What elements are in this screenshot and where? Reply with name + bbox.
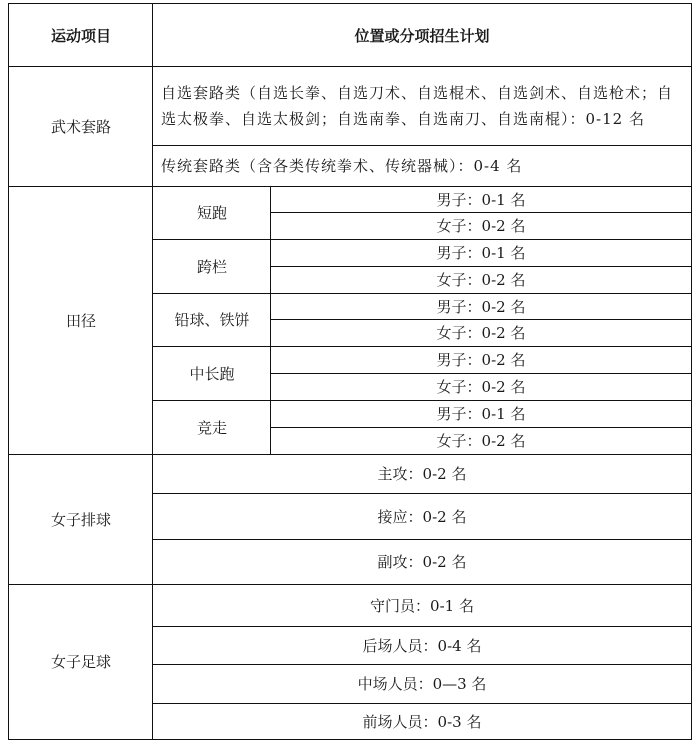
- position-row: 副攻：0-2 名: [377, 553, 467, 571]
- event-name: 竞走: [196, 418, 227, 437]
- sport-football: 女子足球: [50, 653, 111, 671]
- header-sport: 运动项目: [50, 26, 111, 45]
- event-female: 女子：0-2 名: [436, 324, 526, 342]
- event-male: 男子：0-1 名: [436, 405, 526, 423]
- event-name: 中长跑: [189, 364, 235, 383]
- position-row: 接应：0-2 名: [377, 507, 467, 526]
- event-male: 男子：0-2 名: [436, 297, 526, 316]
- sport-wushu: 武术套路: [50, 117, 111, 136]
- event-male: 男子：0-2 名: [436, 351, 526, 369]
- position-row: 中场人员：0—3 名: [357, 675, 487, 693]
- event-name: 跨栏: [196, 257, 227, 276]
- position-row: 守门员：0-1 名: [370, 596, 474, 615]
- event-female: 女子：0-2 名: [436, 217, 526, 235]
- wushu-traditional: 传统套路类（含各类传统拳术、传统器械）：0-4 名: [161, 157, 523, 175]
- sport-volleyball: 女子排球: [50, 510, 111, 529]
- event-female: 女子：0-2 名: [436, 432, 526, 450]
- enrollment-table: [8, 3, 692, 740]
- event-male: 男子：0-1 名: [436, 244, 526, 262]
- position-row: 后场人员：0-4 名: [362, 636, 482, 655]
- event-female: 女子：0-2 名: [436, 378, 526, 396]
- header-plan: 位置或分项招生计划: [354, 26, 490, 45]
- event-name: 短跑: [196, 204, 227, 222]
- event-female: 女子：0-2 名: [436, 271, 526, 289]
- event-male: 男子：0-1 名: [436, 190, 526, 209]
- position-row: 主攻：0-2 名: [377, 465, 467, 483]
- sport-track: 田径: [65, 311, 96, 330]
- position-row: 前场人员：0-3 名: [362, 712, 482, 731]
- wushu-freestyle: 自选套路类（自选长拳、自选刀术、自选棍术、自选剑术、自选枪术；自选太极拳、自选太极剑；自选南拳、自选南刀、自选南棍）：0-12 名: [161, 83, 674, 128]
- event-name: 铅球、铁饼: [174, 311, 250, 329]
